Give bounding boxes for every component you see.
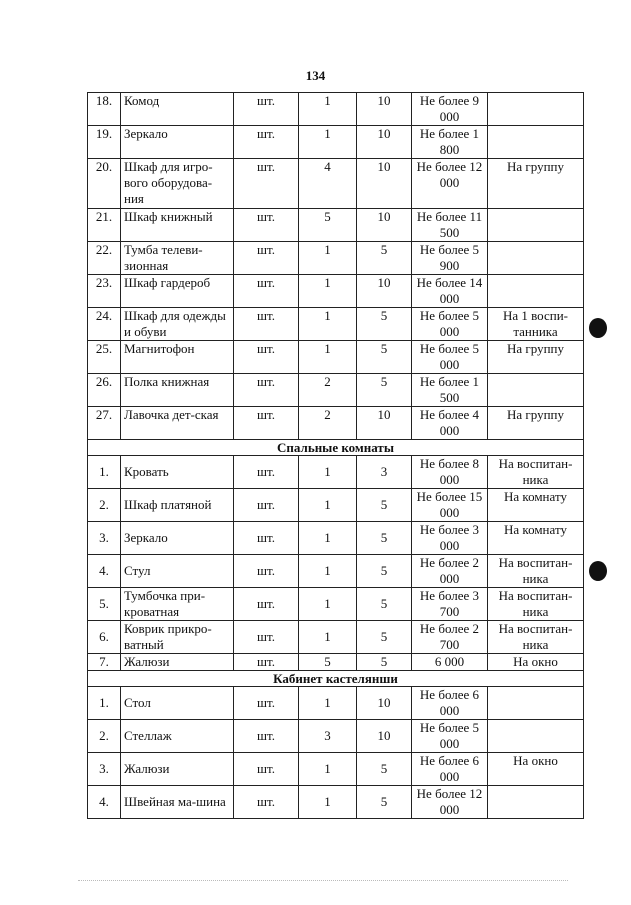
row-number: 24. — [88, 308, 121, 341]
item-name: Кровать — [121, 456, 234, 489]
table-row — [88, 308, 584, 341]
quantity-cell: 5 — [299, 654, 357, 671]
quantity-cell: 1 — [299, 456, 357, 489]
price-cell: Не более 15 000 — [412, 489, 488, 522]
table-row — [88, 720, 584, 753]
row-number: 4. — [88, 786, 121, 819]
row-number: 18. — [88, 93, 121, 126]
unit-cell: шт. — [234, 687, 299, 720]
service-life-cell: 10 — [357, 209, 412, 242]
note-cell — [488, 720, 584, 753]
table-row — [88, 275, 584, 308]
row-number: 1. — [88, 456, 121, 489]
row-number: 19. — [88, 126, 121, 159]
price-cell: Не более 12 000 — [412, 159, 488, 209]
price-cell: Не более 3 700 — [412, 588, 488, 621]
row-number: 4. — [88, 555, 121, 588]
unit-cell: шт. — [234, 456, 299, 489]
unit-cell: шт. — [234, 159, 299, 209]
unit-cell: шт. — [234, 308, 299, 341]
row-number: 20. — [88, 159, 121, 209]
unit-cell: шт. — [234, 786, 299, 819]
page-bottom-rule — [78, 880, 568, 881]
section-heading-linen-room: Кабинет кастелянши — [88, 671, 584, 687]
quantity-cell: 2 — [299, 407, 357, 440]
item-name: Шкаф для игро-вого оборудова-ния — [121, 159, 234, 209]
table-row — [88, 753, 584, 786]
table-row — [88, 93, 584, 126]
quantity-cell: 1 — [299, 93, 357, 126]
service-life-cell: 5 — [357, 242, 412, 275]
note-cell: На окно — [488, 654, 584, 671]
note-cell — [488, 126, 584, 159]
unit-cell: шт. — [234, 275, 299, 308]
item-name: Лавочка дет-ская — [121, 407, 234, 440]
item-name: Шкаф книжный — [121, 209, 234, 242]
note-cell — [488, 687, 584, 720]
price-cell: Не более 11 500 — [412, 209, 488, 242]
note-cell — [488, 93, 584, 126]
quantity-cell: 3 — [299, 720, 357, 753]
row-number: 25. — [88, 341, 121, 374]
service-life-cell: 5 — [357, 522, 412, 555]
table-row — [88, 588, 584, 621]
price-cell: Не более 5 000 — [412, 720, 488, 753]
table-row — [88, 687, 584, 720]
note-cell: На группу — [488, 341, 584, 374]
item-name: Полка книжная — [121, 374, 234, 407]
table-row — [88, 522, 584, 555]
price-cell: 6 000 — [412, 654, 488, 671]
unit-cell: шт. — [234, 93, 299, 126]
quantity-cell: 1 — [299, 588, 357, 621]
unit-cell: шт. — [234, 407, 299, 440]
service-life-cell: 3 — [357, 456, 412, 489]
table-row — [88, 489, 584, 522]
table-row — [88, 407, 584, 440]
note-cell: На группу — [488, 407, 584, 440]
service-life-cell: 5 — [357, 489, 412, 522]
item-name: Жалюзи — [121, 753, 234, 786]
item-name: Швейная ма-шина — [121, 786, 234, 819]
unit-cell: шт. — [234, 209, 299, 242]
row-number: 7. — [88, 654, 121, 671]
note-cell: На окно — [488, 753, 584, 786]
service-life-cell: 5 — [357, 555, 412, 588]
row-number: 21. — [88, 209, 121, 242]
item-name: Тумба телеви-зионная — [121, 242, 234, 275]
punch-hole-upper — [589, 318, 607, 338]
quantity-cell: 1 — [299, 753, 357, 786]
section-row — [88, 440, 584, 456]
quantity-cell: 1 — [299, 489, 357, 522]
note-cell — [488, 242, 584, 275]
item-name: Комод — [121, 93, 234, 126]
punch-hole-lower — [589, 561, 607, 581]
price-cell: Не более 5 900 — [412, 242, 488, 275]
service-life-cell: 5 — [357, 786, 412, 819]
quantity-cell: 1 — [299, 308, 357, 341]
price-cell: Не более 3 000 — [412, 522, 488, 555]
row-number: 26. — [88, 374, 121, 407]
price-cell: Не более 6 000 — [412, 753, 488, 786]
note-cell: На группу — [488, 159, 584, 209]
quantity-cell: 1 — [299, 341, 357, 374]
price-cell: Не более 1 800 — [412, 126, 488, 159]
price-cell: Не более 4 000 — [412, 407, 488, 440]
service-life-cell: 5 — [357, 621, 412, 654]
service-life-cell: 5 — [357, 753, 412, 786]
price-cell: Не более 1 500 — [412, 374, 488, 407]
service-life-cell: 5 — [357, 341, 412, 374]
section-row — [88, 671, 584, 687]
item-name: Стол — [121, 687, 234, 720]
note-cell: На комнату — [488, 489, 584, 522]
item-name: Жалюзи — [121, 654, 234, 671]
service-life-cell: 10 — [357, 720, 412, 753]
unit-cell: шт. — [234, 753, 299, 786]
quantity-cell: 1 — [299, 786, 357, 819]
price-cell: Не более 12 000 — [412, 786, 488, 819]
row-number: 6. — [88, 621, 121, 654]
quantity-cell: 1 — [299, 522, 357, 555]
unit-cell: шт. — [234, 242, 299, 275]
furniture-table — [87, 92, 584, 819]
item-name: Зеркало — [121, 522, 234, 555]
service-life-cell: 10 — [357, 407, 412, 440]
quantity-cell: 5 — [299, 209, 357, 242]
table-row — [88, 242, 584, 275]
note-cell: На воспитан-ника — [488, 555, 584, 588]
unit-cell: шт. — [234, 720, 299, 753]
row-number: 5. — [88, 588, 121, 621]
item-name: Коврик прикро-ватный — [121, 621, 234, 654]
item-name: Шкаф для одежды и обуви — [121, 308, 234, 341]
row-number: 1. — [88, 687, 121, 720]
row-number: 3. — [88, 522, 121, 555]
row-number: 3. — [88, 753, 121, 786]
note-cell — [488, 374, 584, 407]
table-row — [88, 654, 584, 671]
row-number: 2. — [88, 489, 121, 522]
row-number: 22. — [88, 242, 121, 275]
service-life-cell: 10 — [357, 687, 412, 720]
unit-cell: шт. — [234, 588, 299, 621]
unit-cell: шт. — [234, 555, 299, 588]
price-cell: Не более 14 000 — [412, 275, 488, 308]
item-name: Тумбочка при-кроватная — [121, 588, 234, 621]
service-life-cell: 10 — [357, 275, 412, 308]
unit-cell: шт. — [234, 341, 299, 374]
service-life-cell: 10 — [357, 126, 412, 159]
row-number: 2. — [88, 720, 121, 753]
note-cell — [488, 275, 584, 308]
table-row — [88, 456, 584, 489]
quantity-cell: 1 — [299, 275, 357, 308]
note-cell: На комнату — [488, 522, 584, 555]
service-life-cell: 5 — [357, 588, 412, 621]
note-cell: На воспитан-ника — [488, 456, 584, 489]
table-row — [88, 126, 584, 159]
page-number: 134 — [305, 68, 326, 83]
quantity-cell: 2 — [299, 374, 357, 407]
quantity-cell: 1 — [299, 621, 357, 654]
table-row — [88, 341, 584, 374]
row-number: 23. — [88, 275, 121, 308]
table-row — [88, 374, 584, 407]
item-name: Зеркало — [121, 126, 234, 159]
price-cell: Не более 2 700 — [412, 621, 488, 654]
row-number: 27. — [88, 407, 121, 440]
note-cell: На воспитан-ника — [488, 588, 584, 621]
table-row — [88, 159, 584, 209]
service-life-cell: 5 — [357, 374, 412, 407]
table-row — [88, 555, 584, 588]
price-cell: Не более 9 000 — [412, 93, 488, 126]
service-life-cell: 10 — [357, 159, 412, 209]
unit-cell: шт. — [234, 522, 299, 555]
item-name: Стеллаж — [121, 720, 234, 753]
note-cell: На 1 воспи-танника — [488, 308, 584, 341]
price-cell: Не более 5 000 — [412, 341, 488, 374]
quantity-cell: 1 — [299, 242, 357, 275]
unit-cell: шт. — [234, 621, 299, 654]
table-row — [88, 209, 584, 242]
quantity-cell: 1 — [299, 555, 357, 588]
quantity-cell: 1 — [299, 126, 357, 159]
price-cell: Не более 2 000 — [412, 555, 488, 588]
unit-cell: шт. — [234, 489, 299, 522]
quantity-cell: 4 — [299, 159, 357, 209]
service-life-cell: 5 — [357, 654, 412, 671]
table-row — [88, 621, 584, 654]
item-name: Шкаф платяной — [121, 489, 234, 522]
note-cell: На воспитан-ника — [488, 621, 584, 654]
price-cell: Не более 5 000 — [412, 308, 488, 341]
note-cell — [488, 786, 584, 819]
unit-cell: шт. — [234, 374, 299, 407]
section-heading-bedrooms: Спальные комнаты — [88, 440, 584, 456]
table-row — [88, 786, 584, 819]
price-cell: Не более 8 000 — [412, 456, 488, 489]
unit-cell: шт. — [234, 126, 299, 159]
price-cell: Не более 6 000 — [412, 687, 488, 720]
note-cell — [488, 209, 584, 242]
service-life-cell: 10 — [357, 93, 412, 126]
item-name: Шкаф гардероб — [121, 275, 234, 308]
unit-cell: шт. — [234, 654, 299, 671]
item-name: Магнитофон — [121, 341, 234, 374]
service-life-cell: 5 — [357, 308, 412, 341]
item-name: Стул — [121, 555, 234, 588]
quantity-cell: 1 — [299, 687, 357, 720]
